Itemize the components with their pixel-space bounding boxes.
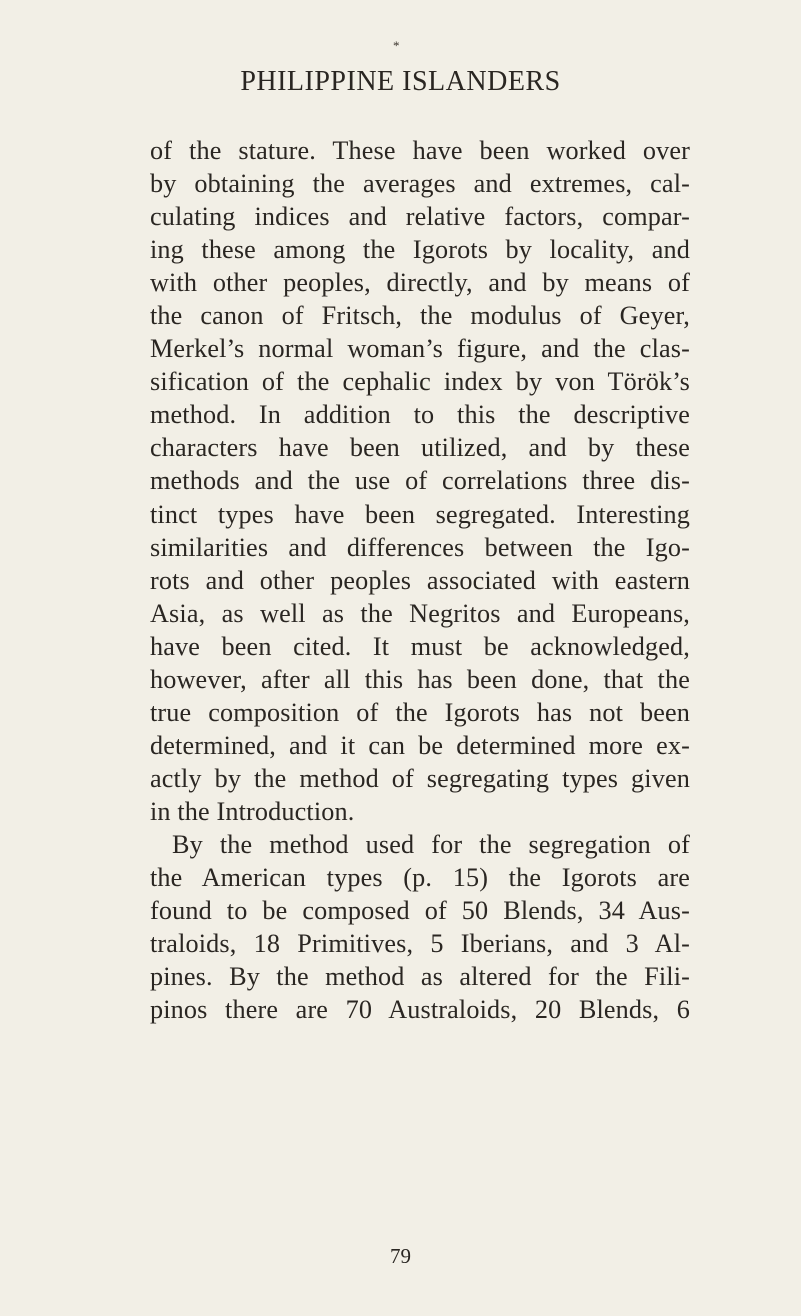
text-line: of the stature. These have been worked over bbox=[150, 136, 690, 165]
printer-mark: * bbox=[393, 38, 400, 53]
text-line: the canon of Fritsch, the modulus of Geyer, bbox=[150, 301, 690, 331]
text-line: By the method used for the segregation of bbox=[172, 829, 690, 859]
body-text bbox=[150, 134, 690, 1026]
text-line: similarities and differences between the Igo- bbox=[150, 532, 690, 562]
text-line: method. In addition to this the descriptive bbox=[150, 400, 690, 430]
text-line: with other peoples, directly, and by means of bbox=[150, 268, 690, 298]
text-line: characters have been utilized, and by these bbox=[150, 433, 690, 463]
page-number: 79 bbox=[390, 1244, 411, 1268]
text-line: in the Introduction. bbox=[150, 796, 355, 826]
text-line: sification of the cephalic index by von Török’s bbox=[150, 367, 690, 397]
text-line: culating indices and relative factors, compar- bbox=[150, 202, 690, 232]
text-line: traloids, 18 Primitives, 5 Iberians, and 3 Al- bbox=[150, 929, 690, 959]
running-head: PHILIPPINE ISLANDERS bbox=[240, 66, 561, 97]
text-line: the American types (p. 15) the Igorots are bbox=[150, 863, 690, 893]
text-line: Merkel’s normal woman’s figure, and the clas- bbox=[150, 334, 690, 364]
text-line: tinct types have been segregated. Interesting bbox=[150, 499, 690, 529]
text-line: have been cited. It must be acknowledged, bbox=[150, 631, 690, 661]
text-line: actly by the method of segregating types given bbox=[150, 763, 690, 793]
text-line: rots and other peoples associated with eastern bbox=[150, 565, 690, 595]
text-line: Asia, as well as the Negritos and Europeans, bbox=[150, 598, 690, 628]
text-line: true composition of the Igorots has not been bbox=[150, 697, 690, 727]
text-line: however, after all this has been done, that the bbox=[150, 664, 690, 694]
text-line: determined, and it can be determined more ex- bbox=[150, 730, 690, 760]
text-line: pinos there are 70 Australoids, 20 Blends, 6 bbox=[150, 995, 690, 1025]
text-line: pines. By the method as altered for the Fili- bbox=[150, 962, 690, 992]
text-line: methods and the use of correlations three dis- bbox=[150, 466, 690, 496]
text-line: by obtaining the averages and extremes, cal- bbox=[150, 169, 690, 199]
text-line: found to be composed of 50 Blends, 34 Aus- bbox=[150, 896, 690, 926]
text-line: ing these among the Igorots by locality, and bbox=[150, 235, 690, 265]
